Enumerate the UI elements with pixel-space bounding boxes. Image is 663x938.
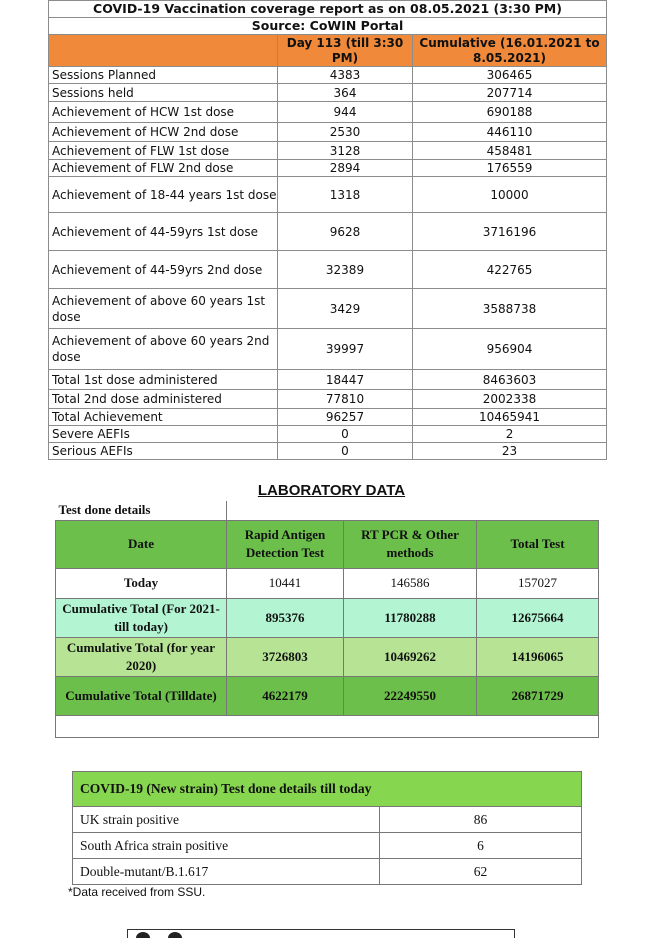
row-cum: 10000 — [413, 177, 607, 213]
table-row — [56, 637, 599, 676]
row-label: Sessions held — [49, 84, 278, 102]
strain-value: 62 — [380, 859, 582, 885]
lab-header-date: Date — [56, 520, 227, 568]
lab-row-label: Today — [56, 568, 227, 598]
table-row — [56, 598, 599, 637]
lab-row-label: Cumulative Total (Tilldate) — [56, 676, 227, 715]
row-label: Achievement of FLW 1st dose — [49, 142, 278, 160]
lab-row-total: 14196065 — [477, 637, 599, 676]
row-day: 96257 — [278, 409, 413, 426]
lab-row-total: 26871729 — [477, 676, 599, 715]
table-row — [49, 123, 607, 142]
lab-header-rat: Rapid Antigen Detection Test — [227, 520, 344, 568]
table-row — [49, 213, 607, 251]
table-row — [49, 84, 607, 102]
header-day: Day 113 (till 3:30 PM) — [278, 35, 413, 67]
table-row — [49, 160, 607, 177]
lab-row-label: Cumulative Total (For 2021- till today) — [56, 598, 227, 637]
lab-row-rat: 4622179 — [227, 676, 344, 715]
table-row — [49, 426, 607, 443]
strain-label: UK strain positive — [73, 807, 380, 833]
table-row — [49, 409, 607, 426]
row-cum: 458481 — [413, 142, 607, 160]
row-cum: 306465 — [413, 67, 607, 84]
lab-row-rat: 3726803 — [227, 637, 344, 676]
row-cum: 176559 — [413, 160, 607, 177]
strain-value: 6 — [380, 833, 582, 859]
logo-icon — [136, 932, 150, 938]
lab-header-rtpcr: RT PCR & Other methods — [344, 520, 477, 568]
row-day: 1318 — [278, 177, 413, 213]
row-label: Achievement of 18-44 years 1st dose — [49, 177, 278, 213]
row-label: Sessions Planned — [49, 67, 278, 84]
header-blank — [49, 35, 278, 67]
row-label: Achievement of 44-59yrs 2nd dose — [49, 251, 278, 289]
row-day: 2894 — [278, 160, 413, 177]
data-source-note: *Data received from SSU. — [68, 885, 206, 899]
table-row — [73, 807, 582, 833]
row-label: Total 2nd dose administered — [49, 390, 278, 409]
header-cumulative: Cumulative (16.01.2021 to 8.05.2021) — [413, 35, 607, 67]
report-title: COVID-19 Vaccination coverage report as on 08.05.2021 (3:30 PM) — [49, 1, 607, 18]
lab-row-rtpcr: 22249550 — [344, 676, 477, 715]
row-day: 3429 — [278, 289, 413, 329]
lab-row-rtpcr: 11780288 — [344, 598, 477, 637]
lab-footer-blank — [56, 715, 599, 737]
table-row — [49, 390, 607, 409]
row-label: Total Achievement — [49, 409, 278, 426]
row-cum: 3588738 — [413, 289, 607, 329]
strain-label: Double-mutant/B.1.617 — [73, 859, 380, 885]
lab-table — [55, 501, 599, 738]
lab-row-label: Cumulative Total (for year 2020) — [56, 637, 227, 676]
row-cum: 422765 — [413, 251, 607, 289]
row-label: Total 1st dose administered — [49, 370, 278, 390]
row-label: Achievement of FLW 2nd dose — [49, 160, 278, 177]
row-cum: 3716196 — [413, 213, 607, 251]
table-row — [49, 251, 607, 289]
table-row — [49, 102, 607, 123]
row-cum: 2002338 — [413, 390, 607, 409]
row-day: 77810 — [278, 390, 413, 409]
row-label: Serious AEFIs — [49, 443, 278, 460]
table-row — [49, 142, 607, 160]
row-label: Achievement of 44-59yrs 1st dose — [49, 213, 278, 251]
row-day: 364 — [278, 84, 413, 102]
table-row — [73, 833, 582, 859]
table-row — [49, 443, 607, 460]
table-row — [56, 676, 599, 715]
lab-row-rtpcr: 146586 — [344, 568, 477, 598]
row-cum: 446110 — [413, 123, 607, 142]
logo-icon — [168, 932, 182, 938]
lab-caption: Test done details — [56, 501, 227, 520]
caption-blank — [227, 501, 599, 520]
table-row — [49, 177, 607, 213]
lab-row-total: 157027 — [477, 568, 599, 598]
strain-table — [72, 771, 582, 885]
row-day: 18447 — [278, 370, 413, 390]
table-row — [73, 859, 582, 885]
row-cum: 956904 — [413, 329, 607, 370]
row-day: 9628 — [278, 213, 413, 251]
row-day: 0 — [278, 443, 413, 460]
row-day: 0 — [278, 426, 413, 443]
row-cum: 23 — [413, 443, 607, 460]
row-day: 944 — [278, 102, 413, 123]
row-label: Achievement of above 60 years 2nd dose — [49, 329, 278, 370]
row-cum: 10465941 — [413, 409, 607, 426]
table-row — [49, 329, 607, 370]
row-day: 32389 — [278, 251, 413, 289]
lab-row-rat: 895376 — [227, 598, 344, 637]
row-day: 3128 — [278, 142, 413, 160]
lab-title: LABORATORY DATA — [257, 482, 406, 499]
row-cum: 8463603 — [413, 370, 607, 390]
table-row — [49, 289, 607, 329]
row-cum: 207714 — [413, 84, 607, 102]
row-label: Achievement of above 60 years 1st dose — [49, 289, 278, 329]
vaccination-table — [48, 0, 607, 460]
strain-value: 86 — [380, 807, 582, 833]
table-row — [49, 370, 607, 390]
row-label: Achievement of HCW 1st dose — [49, 102, 278, 123]
report-source: Source: CoWIN Portal — [49, 18, 607, 35]
row-cum: 2 — [413, 426, 607, 443]
lab-row-rtpcr: 10469262 — [344, 637, 477, 676]
row-label: Achievement of HCW 2nd dose — [49, 123, 278, 142]
strain-title: COVID-19 (New strain) Test done details till today — [73, 772, 582, 807]
lab-header-total: Total Test — [477, 520, 599, 568]
row-label: Severe AEFIs — [49, 426, 278, 443]
lab-row-rat: 10441 — [227, 568, 344, 598]
table-row — [56, 568, 599, 598]
strain-label: South Africa strain positive — [73, 833, 380, 859]
row-cum: 690188 — [413, 102, 607, 123]
row-day: 2530 — [278, 123, 413, 142]
table-row — [49, 67, 607, 84]
lab-row-total: 12675664 — [477, 598, 599, 637]
row-day: 39997 — [278, 329, 413, 370]
row-day: 4383 — [278, 67, 413, 84]
